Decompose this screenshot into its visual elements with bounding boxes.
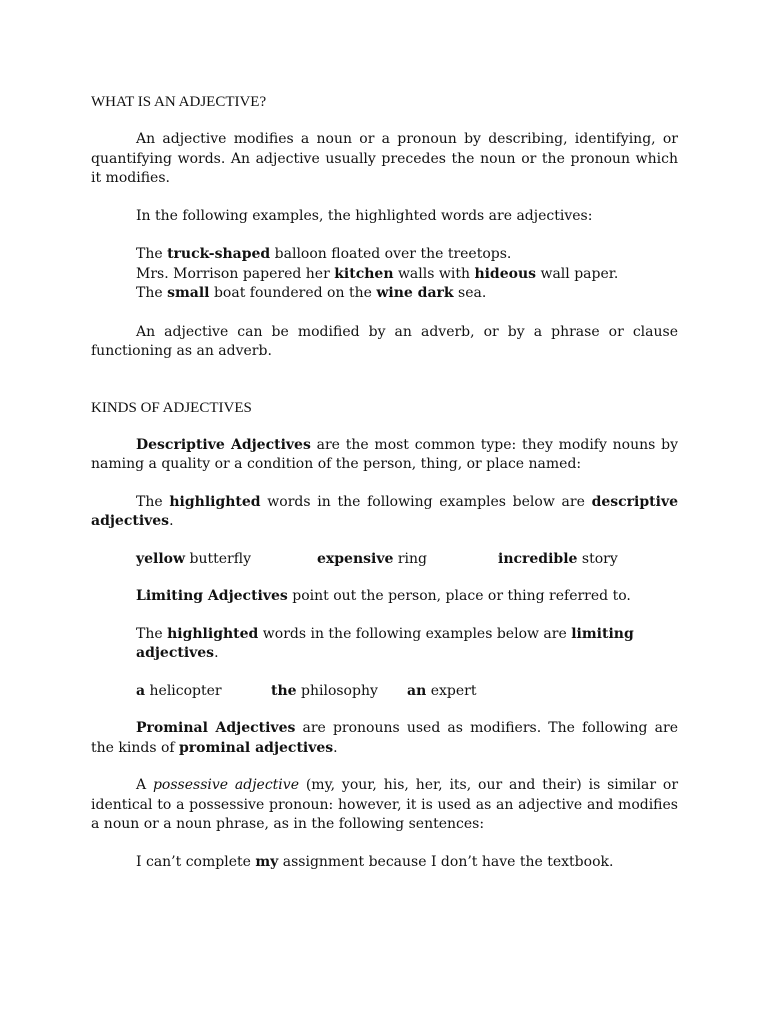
paragraph-possessive-adjective: A possessive adjective (my, your, his, her, its, our and their) is similar or identical to a possessive pronoun: however, it is used as an adjective and modifies a noun or a noun phrase, as in the following sentences: [91, 777, 679, 832]
descriptive-example: expensive ring [317, 550, 427, 567]
descriptive-example: incredible story [498, 550, 618, 567]
paragraph-adverb-modification: An adjective can be modified by an adverb, or by a phrase or clause functioning as an adverb. [91, 323, 678, 359]
limiting-example: the philosophy [271, 682, 378, 699]
example-sentence-possessive: I can’t complete my assignment because I don’t have the textbook. [136, 853, 614, 870]
limiting-example: a helicopter [136, 682, 222, 699]
paragraph-limiting-adjectives: Limiting Adjectives point out the person, place or thing referred to. [136, 588, 631, 604]
paragraph-limiting-examples-intro: The highlighted words in the following examples below are limiting adjectives. [136, 625, 634, 661]
paragraph-descriptive-adjectives: Descriptive Adjectives are the most common type: they modify nouns by naming a quality or a condition of the person, thing, or place named: [91, 436, 678, 472]
heading-what-is-an-adjective: WHAT IS AN ADJECTIVE? [91, 94, 267, 110]
document-body [91, 92, 678, 872]
paragraph-examples-intro: In the following examples, the highlighted words are adjectives: [136, 207, 593, 224]
limiting-examples-row [91, 682, 678, 702]
paragraph-definition: An adjective modifies a noun or a pronoun by describing, identifying, or quantifying words. An adjective usually precedes the noun or the pronoun which it modifies. [91, 131, 678, 186]
paragraph-descriptive-examples-intro: The highlighted words in the following examples below are descriptive adjectives. [91, 493, 678, 529]
paragraph-prominal-adjectives: Prominal Adjectives are pronouns used as modifiers. The following are the kinds of prominal adjectives. [91, 720, 678, 756]
example-sentence-3: The small boat foundered on the wine dark sea. [136, 285, 487, 301]
descriptive-example: yellow butterfly [136, 550, 251, 567]
limiting-example: an expert [407, 682, 477, 699]
descriptive-examples-row [91, 550, 678, 570]
heading-kinds-of-adjectives: KINDS OF ADJECTIVES [91, 399, 252, 416]
example-sentence-1: The truck-shaped balloon floated over the treetops. [136, 246, 512, 262]
example-sentence-2: Mrs. Morrison papered her kitchen walls with hideous wall paper. [136, 265, 619, 282]
